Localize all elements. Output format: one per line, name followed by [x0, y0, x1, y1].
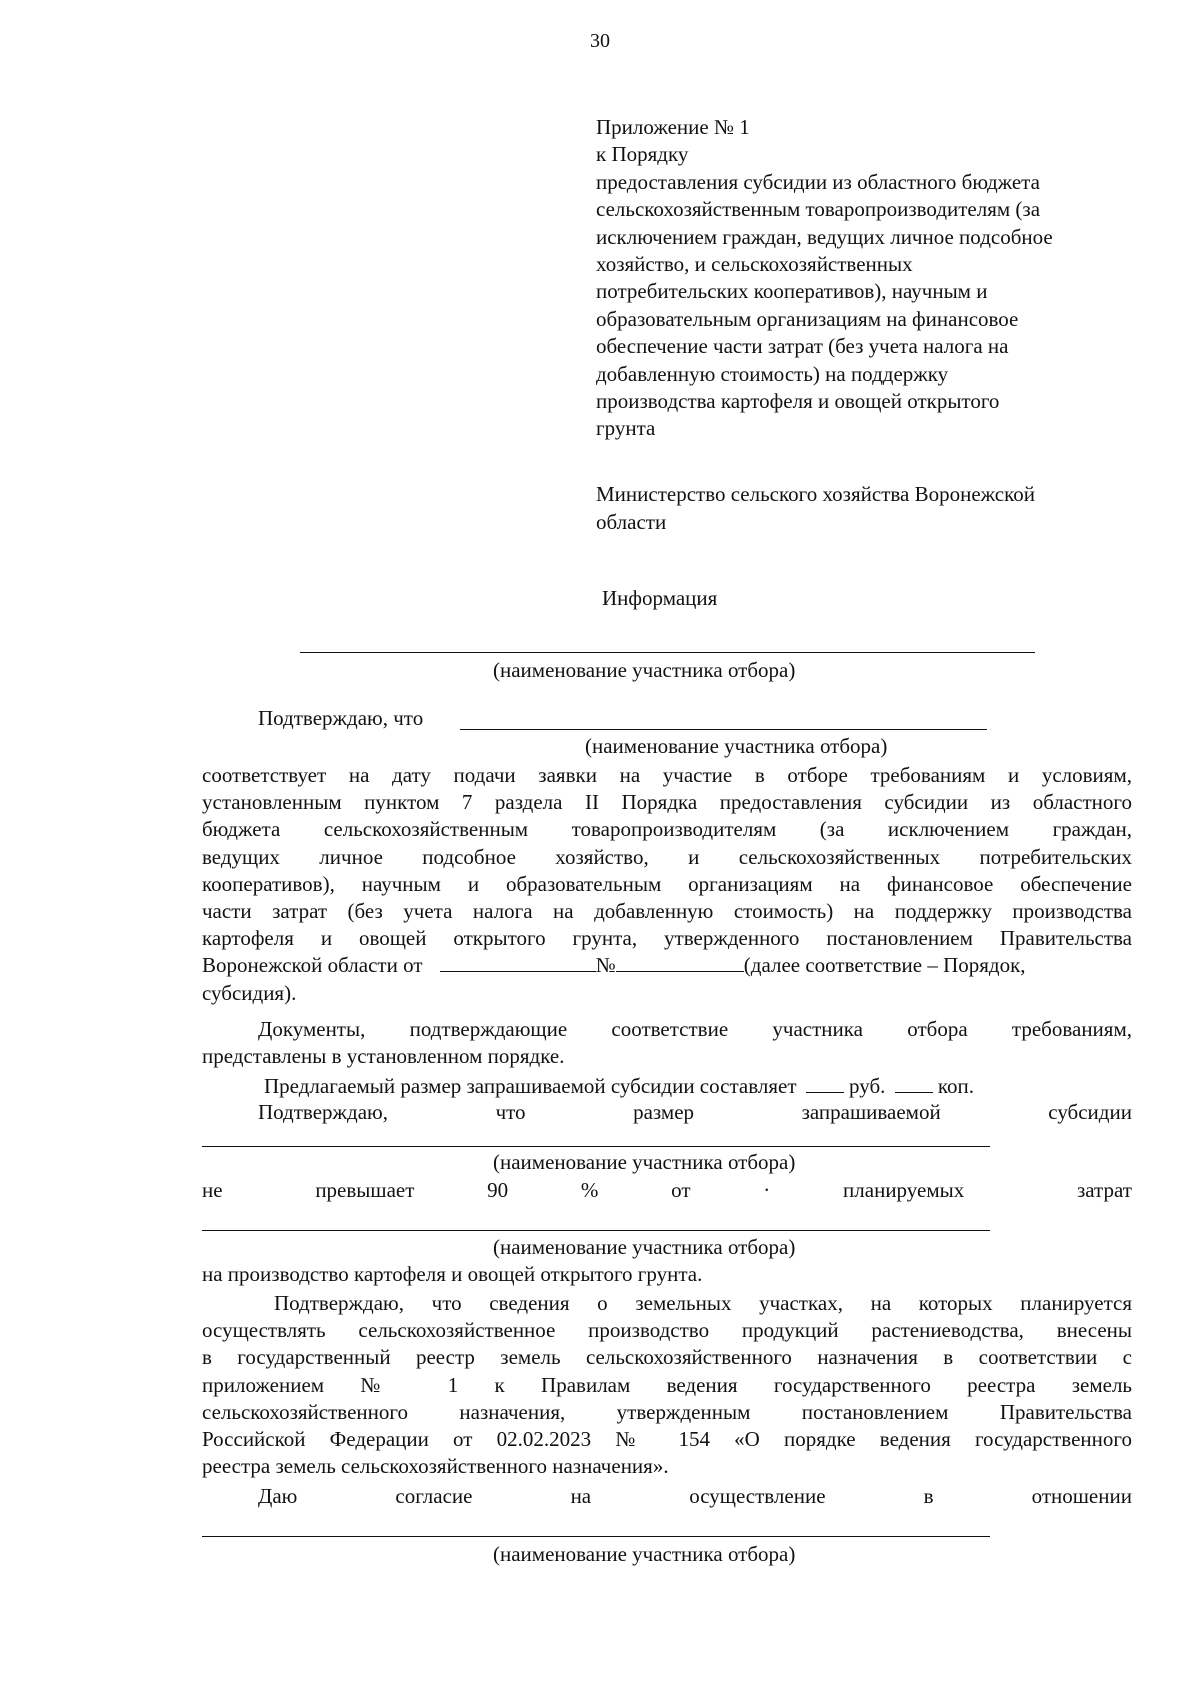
paragraph-line: установленным пунктом 7 раздела II Порядка предоставления субсидии из областного	[202, 790, 1132, 815]
paragraph-line	[202, 952, 1132, 979]
participant-name-field[interactable]	[460, 729, 987, 730]
documents-paragraph	[202, 1016, 1132, 1070]
field-caption: (наименование участника отбора)	[493, 1542, 796, 1566]
text-fragment: руб.	[849, 1074, 886, 1098]
text-fragment: Воронежской области от	[202, 953, 423, 978]
paragraph-line: Документы, подтверждающие соответствие участника отбора требованиям,	[258, 1017, 1132, 1041]
field-caption: (наименование участника отбора)	[493, 1235, 796, 1259]
word: запрашиваемой	[801, 1100, 941, 1124]
appendix-header	[596, 114, 1156, 443]
word: планируемых	[843, 1178, 965, 1202]
word: что	[495, 1100, 526, 1124]
confirm-size-line	[258, 1100, 1132, 1125]
decree-date-field[interactable]	[440, 953, 596, 972]
paragraph-line: соответствует на дату подачи заявки на участие в отборе требованиям и условиям,	[202, 763, 1132, 787]
ministry-line: области	[596, 510, 667, 534]
text-fragment: (далее соответствие – Порядок,	[743, 953, 1026, 978]
confirm-intro: Подтверждаю, что	[258, 706, 424, 730]
word: ·	[763, 1178, 771, 1202]
exceed-line	[202, 1178, 1132, 1203]
word: размер	[633, 1100, 695, 1124]
production-line: на производство картофеля и овощей открытого грунта.	[202, 1262, 703, 1286]
word: затрат	[1076, 1178, 1132, 1202]
paragraph-line: реестра земель сельскохозяйственного назначения».	[202, 1454, 669, 1479]
paragraph-line: картофеля и овощей открытого грунта, утвержденного постановлением Правительства	[202, 926, 1132, 951]
paragraph-line: части затрат (без учета налога на добавленную стоимость) на поддержку производства	[202, 898, 1132, 923]
field-caption: (наименование участника отбора)	[585, 734, 888, 758]
appendix-line: образовательным организациям на финансовое	[596, 306, 1019, 331]
word: от	[671, 1178, 691, 1202]
paragraph-line: приложением № 1 к Правилам ведения государственного реестра земель	[202, 1372, 1132, 1397]
paragraph-line: Российской Федерации от 02.02.2023 № 154 «О порядке ведения государственного	[202, 1426, 1132, 1451]
ministry-line: Министерство сельского хозяйства Воронежской	[596, 482, 1035, 506]
appendix-line: предоставления субсидии из областного бюджета	[596, 169, 1040, 194]
kopecks-field[interactable]	[895, 1074, 933, 1093]
subsidy-size-line	[264, 1074, 974, 1099]
word: на	[570, 1484, 592, 1508]
paragraph-line: сельскохозяйственного назначения, утвержденным постановлением Правительства	[202, 1399, 1132, 1424]
appendix-line: к Порядку	[596, 142, 689, 167]
appendix-line: исключением граждан, ведущих личное подсобное	[596, 224, 1053, 249]
word: превышает	[315, 1178, 415, 1202]
word: %	[580, 1178, 599, 1202]
participant-name-field[interactable]	[202, 1146, 990, 1147]
paragraph-line: в государственный реестр земель сельскохозяйственного назначения в соответствии с	[202, 1345, 1132, 1370]
appendix-line: грунта	[596, 416, 656, 441]
paragraph-line: ведущих личное подсобное хозяйство, и сельскохозяйственных потребительских	[202, 844, 1132, 869]
appendix-line: производства картофеля и овощей открытого	[596, 389, 1000, 414]
text-fragment: Предлагаемый размер запрашиваемой субсидии составляет	[264, 1074, 797, 1098]
appendix-line: хозяйство, и сельскохозяйственных	[596, 252, 913, 277]
decree-number-field[interactable]	[616, 953, 744, 972]
word: осуществление	[689, 1484, 826, 1508]
appendix-line: обеспечение части затрат (без учета налога на	[596, 334, 1009, 359]
rubles-field[interactable]	[806, 1074, 844, 1093]
paragraph-line: Подтверждаю, что сведения о земельных участках, на которых планируется	[274, 1291, 1132, 1315]
paragraph-line: осуществлять сельскохозяйственное производство продукций растениеводства, внесены	[202, 1318, 1132, 1343]
land-paragraph	[202, 1290, 1132, 1480]
document-title: Информация	[602, 586, 718, 610]
word: в	[923, 1484, 934, 1508]
paragraph-line: субсидия).	[202, 980, 297, 1005]
appendix-line: Приложение № 1	[596, 115, 750, 139]
text-fragment: коп.	[937, 1074, 975, 1098]
field-caption: (наименование участника отбора)	[493, 658, 796, 682]
number-sign: №	[595, 953, 616, 978]
word: субсидии	[1048, 1100, 1132, 1124]
participant-name-field[interactable]	[202, 1536, 990, 1537]
word: Подтверждаю,	[258, 1100, 388, 1124]
page-number: 30	[590, 30, 610, 52]
paragraph-line: бюджета сельскохозяйственным товаропроизводителям (за исключением граждан,	[202, 817, 1132, 842]
paragraph-line: кооперативов), научным и образовательным организациям на финансовое обеспечение	[202, 871, 1132, 896]
word: Даю	[258, 1484, 298, 1508]
word: согласие	[395, 1484, 473, 1508]
field-caption: (наименование участника отбора)	[493, 1150, 796, 1174]
word: не	[202, 1178, 223, 1202]
participant-name-field[interactable]	[300, 652, 1035, 653]
ministry-addressee	[596, 480, 1035, 536]
appendix-line: сельскохозяйственным товаропроизводителям (за	[596, 197, 1041, 222]
paragraph-line: представлены в установленном порядке.	[202, 1044, 565, 1069]
main-paragraph	[202, 762, 1132, 1007]
word: 90	[487, 1178, 509, 1202]
appendix-line: добавленную стоимость) на поддержку	[596, 361, 949, 386]
appendix-line: потребительских кооперативов), научным и	[596, 279, 988, 304]
word: отношении	[1031, 1484, 1132, 1508]
consent-line	[258, 1484, 1132, 1509]
participant-name-field[interactable]	[202, 1230, 990, 1231]
